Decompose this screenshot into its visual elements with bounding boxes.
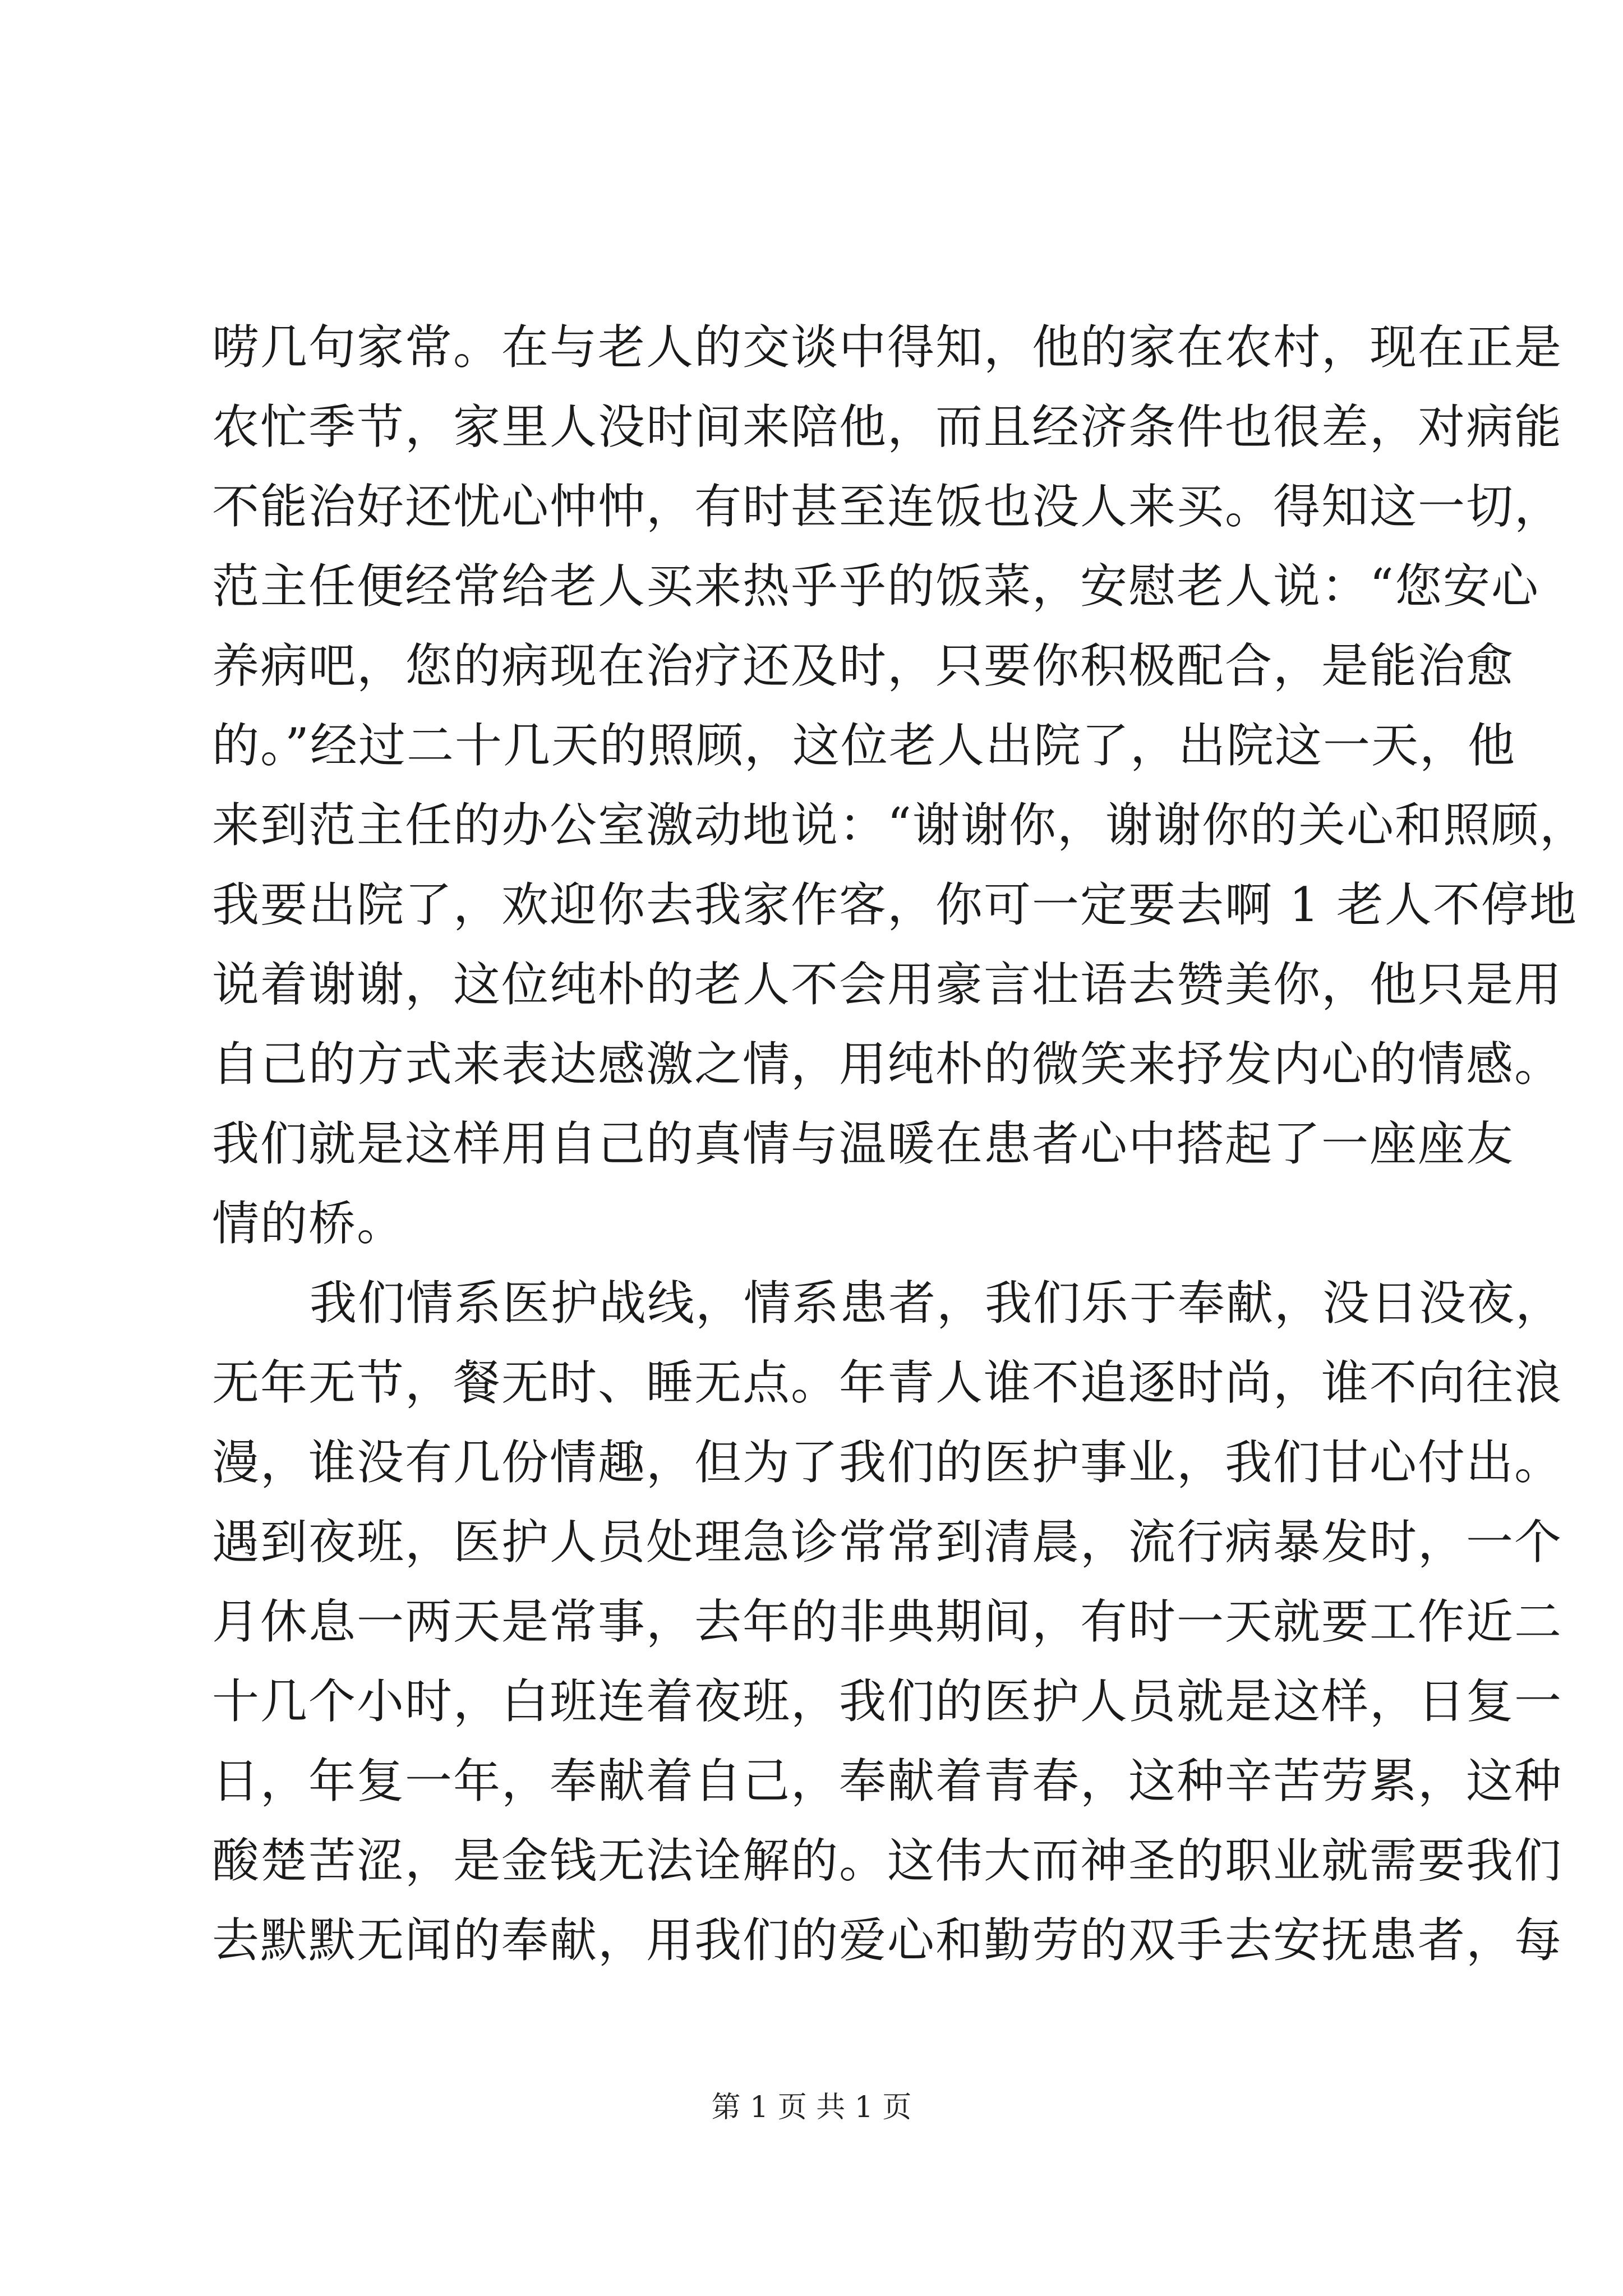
text-line: 不能治好还忧心忡忡，有时甚至连饭也没人来买。得知这一切， — [212, 479, 1563, 534]
paragraph-1 — [212, 307, 1588, 1263]
text-line: 十几个小时，白班连着夜班，我们的医护人员就是这样，日复一 — [212, 1674, 1563, 1729]
text-line: 范主任便经常给老人买来热乎乎的饭菜，安慰老人说：“您安心 — [212, 559, 1539, 614]
text-line: 无年无节，餐无时、睡无点。年青人谁不追逐时尚，谁不向往浪 — [212, 1355, 1563, 1410]
text-line: 我要出院了，欢迎你去我家作客，你可一定要去啊 1 老人不停地 — [212, 877, 1578, 932]
text-line: 去默默无闻的奉献，用我们的爱心和勤劳的双手去安抚患者，每 — [212, 1913, 1563, 1968]
text-line: 酸楚苦涩，是金钱无法诠解的。这伟大而神圣的职业就需要我们 — [212, 1833, 1563, 1888]
text-line: 自己的方式来表达感激之情，用纯朴的微笑来抒发内心的情感。 — [212, 1037, 1563, 1092]
page-number: 第 1 页 共 1 页 — [711, 2091, 912, 2124]
text-line: 说着谢谢，这位纯朴的老人不会用豪言壮语去赞美你，他只是用 — [212, 957, 1563, 1012]
text-line: 漫，谁没有几份情趣，但为了我们的医护事业，我们甘心付出。 — [212, 1435, 1563, 1490]
text-line: 遇到夜班，医护人员处理急诊常常到清晨，流行病暴发时，一个 — [212, 1515, 1563, 1570]
page-footer — [0, 2090, 1623, 2125]
text-line: 月休息一两天是常事，去年的非典期间，有时一天就要工作近二 — [212, 1594, 1563, 1649]
text-line: 的。”经过二十几天的照顾，这位老人出院了，出院这一天，他 — [212, 718, 1516, 773]
text-line: 农忙季节，家里人没时间来陪他，而且经济条件也很差，对病能 — [212, 399, 1563, 454]
text-line: 来到范主任的办公室激动地说：“谢谢你，谢谢你的关心和照顾， — [212, 798, 1588, 853]
paragraph-2 — [212, 1263, 1564, 1980]
text-line: 养病吧，您的病现在治疗还及时，只要你积极配合，是能治愈 — [212, 638, 1515, 693]
text-line: 我们就是这样用自己的真情与温暖在患者心中搭起了一座座友 — [212, 1116, 1515, 1171]
body-text — [212, 307, 1588, 1980]
text-line: 情的桥。 — [212, 1196, 405, 1251]
text-line: 日，年复一年，奉献着自己，奉献着青春，这种辛苦劳累，这种 — [212, 1754, 1563, 1809]
text-line: 我们情系医护战线，情系患者，我们乐于奉献，没日没夜， — [310, 1276, 1564, 1331]
text-line: 唠几句家常。在与老人的交谈中得知，他的家在农村，现在正是 — [212, 320, 1563, 375]
